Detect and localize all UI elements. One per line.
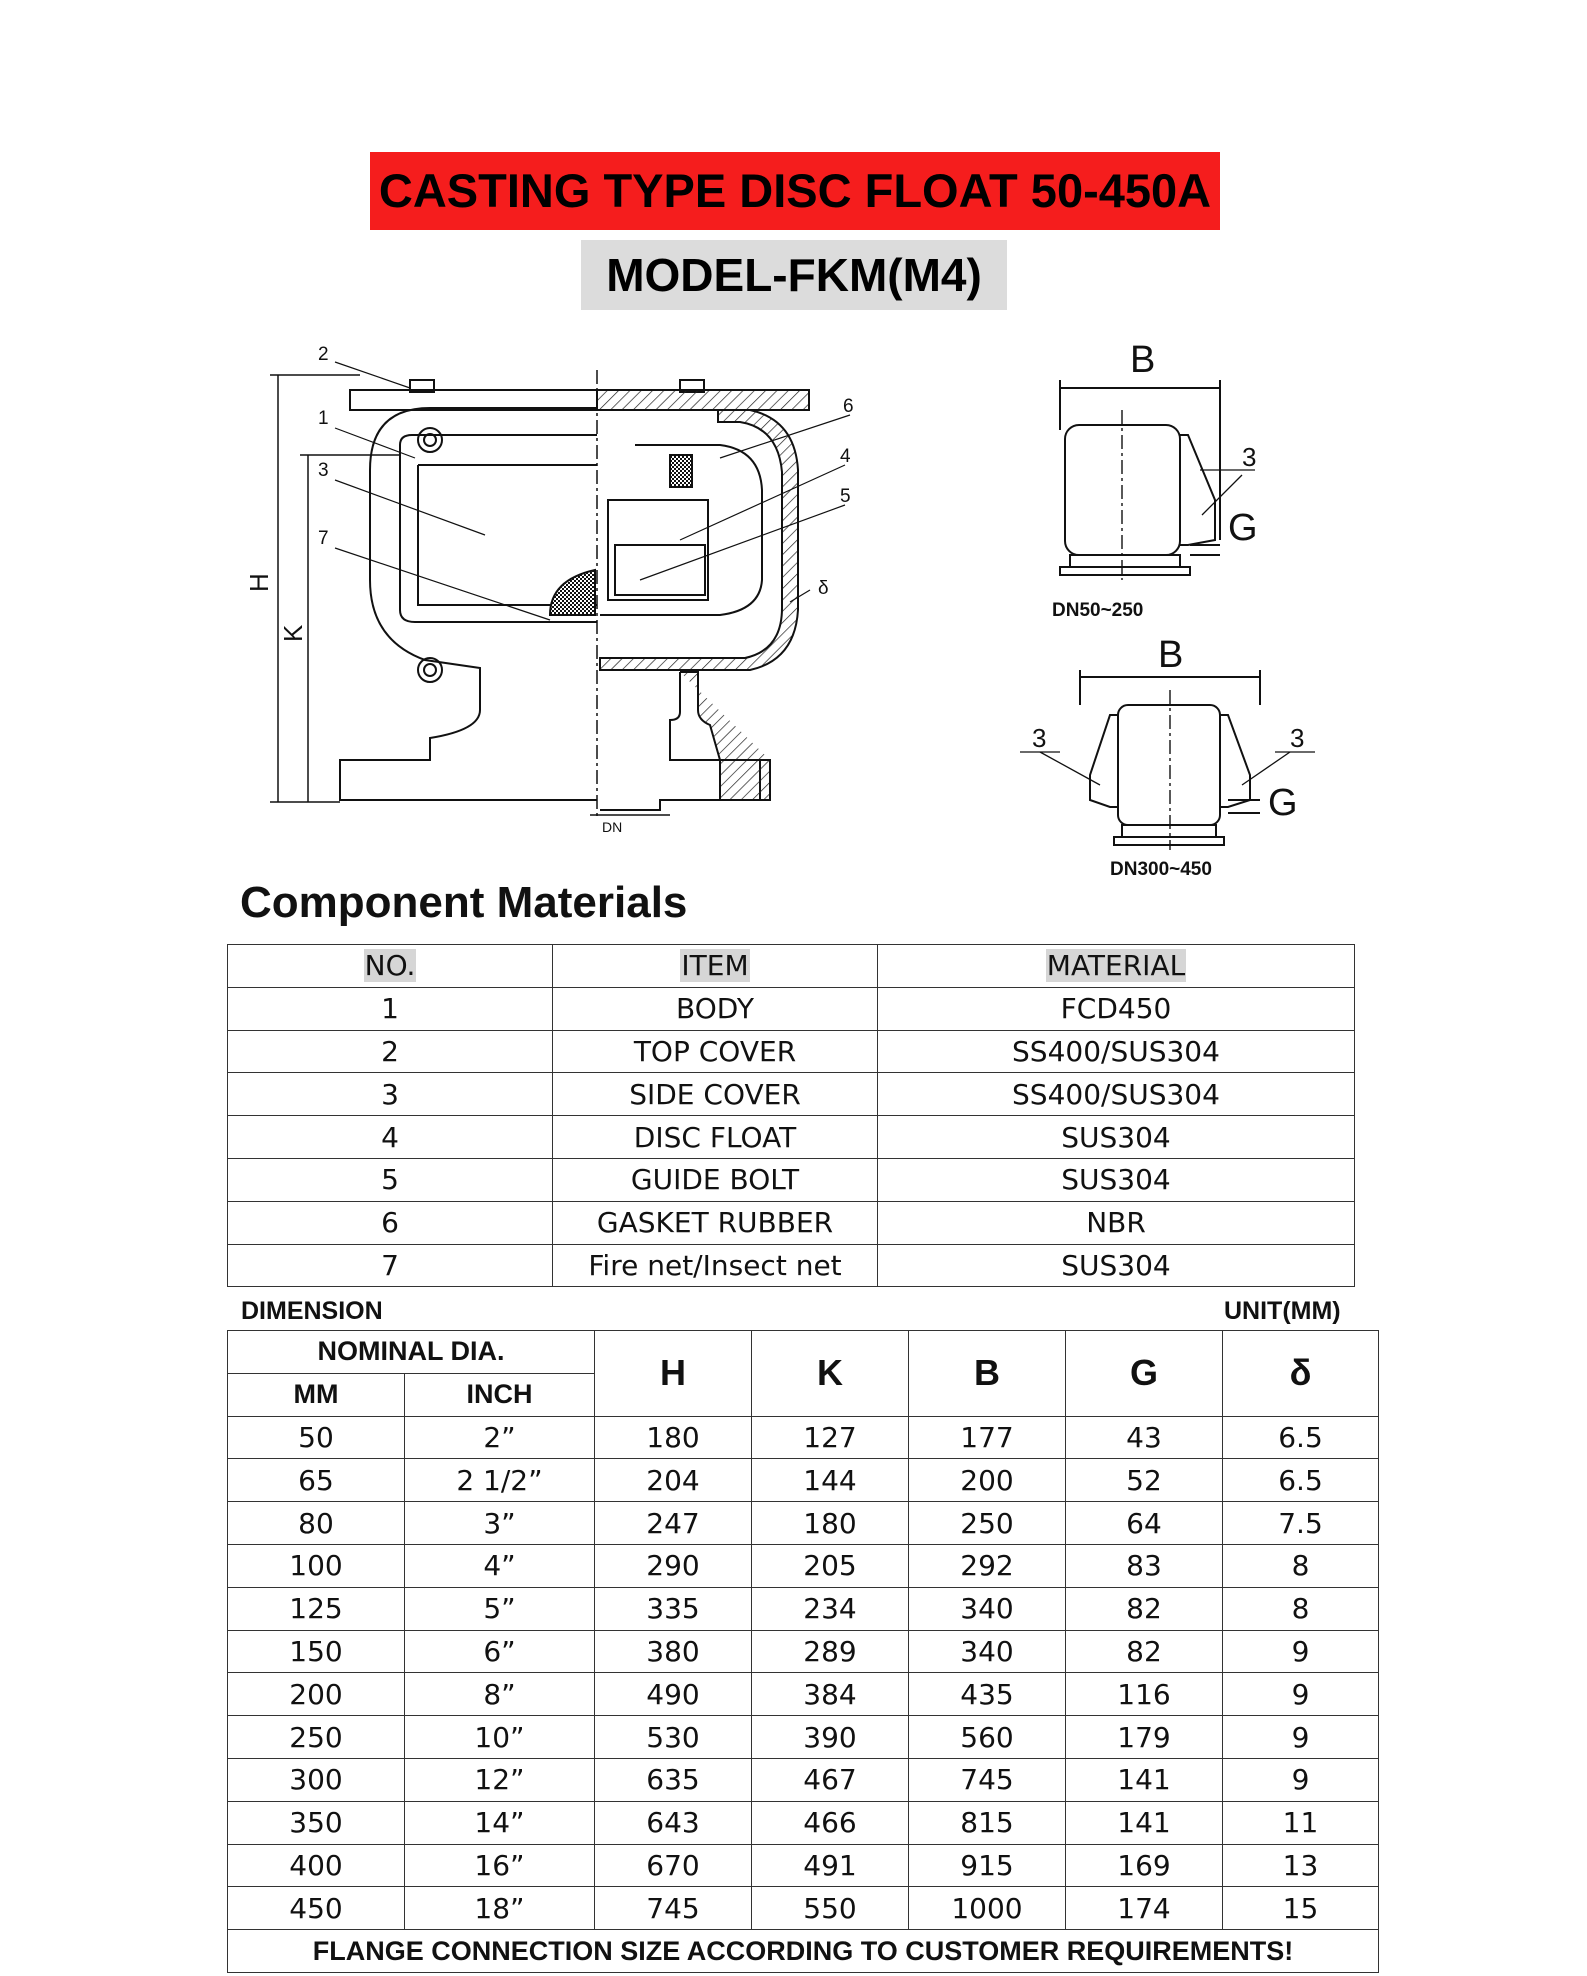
cell-mm: 100 — [228, 1544, 405, 1587]
cell-inch: 4” — [405, 1544, 595, 1587]
cell-k: 127 — [752, 1416, 909, 1459]
dim-h-label: H — [244, 573, 274, 592]
cell-b: 292 — [909, 1544, 1066, 1587]
callout-1: 1 — [318, 408, 329, 429]
cell-delta: 13 — [1223, 1844, 1379, 1887]
dim-b-label: B — [1130, 339, 1156, 381]
cell-g: 141 — [1066, 1758, 1223, 1801]
cell-material: FCD450 — [878, 987, 1355, 1030]
cell-no: 4 — [228, 1116, 553, 1159]
callout-5: 5 — [840, 486, 851, 507]
col-header-g: G — [1066, 1331, 1223, 1417]
table-row — [228, 1587, 1379, 1630]
unit-label: UNIT(MM) — [1224, 1297, 1341, 1325]
table-footer-row — [228, 1930, 1379, 1973]
cell-h: 745 — [595, 1887, 752, 1930]
cell-inch: 8” — [405, 1673, 595, 1716]
cell-k: 550 — [752, 1887, 909, 1930]
table-header-row — [228, 945, 1355, 988]
cell-k: 466 — [752, 1801, 909, 1844]
cell-k: 390 — [752, 1716, 909, 1759]
cell-b: 745 — [909, 1758, 1066, 1801]
cell-inch: 12” — [405, 1758, 595, 1801]
cell-material: SS400/SUS304 — [878, 1030, 1355, 1073]
cell-mm: 150 — [228, 1630, 405, 1673]
cell-k: 289 — [752, 1630, 909, 1673]
cell-g: 82 — [1066, 1630, 1223, 1673]
col-header-no: NO. — [364, 949, 416, 983]
table-row — [228, 1459, 1379, 1502]
materials-heading: Component Materials — [240, 878, 688, 927]
col-header-k: K — [752, 1331, 909, 1417]
dim-k-label: K — [278, 624, 308, 642]
cell-no: 7 — [228, 1244, 553, 1287]
cell-g: 52 — [1066, 1459, 1223, 1502]
cell-h: 380 — [595, 1630, 752, 1673]
cell-item: GUIDE BOLT — [553, 1158, 878, 1201]
cell-h: 530 — [595, 1716, 752, 1759]
cell-inch: 2” — [405, 1416, 595, 1459]
cell-delta: 6.5 — [1223, 1459, 1379, 1502]
cell-b: 177 — [909, 1416, 1066, 1459]
cell-k: 384 — [752, 1673, 909, 1716]
col-header-h: H — [595, 1331, 752, 1417]
main-section-drawing — [244, 340, 854, 840]
cell-no: 2 — [228, 1030, 553, 1073]
cell-b: 1000 — [909, 1887, 1066, 1930]
cell-material: SS400/SUS304 — [878, 1073, 1355, 1116]
cell-b: 560 — [909, 1716, 1066, 1759]
cell-h: 490 — [595, 1673, 752, 1716]
cell-delta: 15 — [1223, 1887, 1379, 1930]
table-row — [228, 987, 1355, 1030]
table-row — [228, 1116, 1355, 1159]
cell-h: 335 — [595, 1587, 752, 1630]
col-header-delta: δ — [1223, 1331, 1379, 1417]
cell-item: TOP COVER — [553, 1030, 878, 1073]
cell-delta: 8 — [1223, 1544, 1379, 1587]
cell-b: 815 — [909, 1801, 1066, 1844]
cell-k: 491 — [752, 1844, 909, 1887]
cell-k: 467 — [752, 1758, 909, 1801]
cell-delta: 9 — [1223, 1716, 1379, 1759]
side-view-small-drawing — [1030, 340, 1330, 630]
col-header-material: MATERIAL — [1046, 949, 1186, 983]
callout-6: 6 — [843, 396, 854, 417]
cell-h: 635 — [595, 1758, 752, 1801]
cell-no: 6 — [228, 1201, 553, 1244]
caption-dn50-250: DN50~250 — [1052, 600, 1144, 621]
cell-delta: 6.5 — [1223, 1416, 1379, 1459]
cell-h: 670 — [595, 1844, 752, 1887]
callout-3: 3 — [1242, 442, 1257, 472]
cell-material: NBR — [878, 1201, 1355, 1244]
table-row — [228, 1158, 1355, 1201]
dimension-label: DIMENSION — [241, 1297, 383, 1325]
cell-mm: 300 — [228, 1758, 405, 1801]
cell-delta: 7.5 — [1223, 1502, 1379, 1545]
cell-material: SUS304 — [878, 1116, 1355, 1159]
cell-inch: 5” — [405, 1587, 595, 1630]
cell-g: 141 — [1066, 1801, 1223, 1844]
cell-inch: 6” — [405, 1630, 595, 1673]
cell-h: 643 — [595, 1801, 752, 1844]
nominal-dia-header: NOMINAL DIA. — [228, 1331, 595, 1374]
table-row — [228, 1244, 1355, 1287]
cell-b: 200 — [909, 1459, 1066, 1502]
model-subtitle: MODEL-FKM(M4) — [581, 240, 1007, 310]
cell-mm: 125 — [228, 1587, 405, 1630]
callout-delta: δ — [818, 578, 829, 599]
cell-mm: 200 — [228, 1673, 405, 1716]
table-row — [228, 1030, 1355, 1073]
callout-7: 7 — [318, 528, 329, 549]
cell-item: SIDE COVER — [553, 1073, 878, 1116]
cell-material: SUS304 — [878, 1244, 1355, 1287]
dimension-table-body — [228, 1416, 1379, 1930]
callout-3: 3 — [318, 460, 329, 481]
materials-table — [227, 944, 1355, 1287]
table-row — [228, 1544, 1379, 1587]
cell-no: 1 — [228, 987, 553, 1030]
cell-mm: 65 — [228, 1459, 405, 1502]
cell-delta: 8 — [1223, 1587, 1379, 1630]
cell-mm: 400 — [228, 1844, 405, 1887]
cell-g: 43 — [1066, 1416, 1223, 1459]
table-row — [228, 1801, 1379, 1844]
cell-h: 180 — [595, 1416, 752, 1459]
cell-inch: 16” — [405, 1844, 595, 1887]
cell-g: 179 — [1066, 1716, 1223, 1759]
table-row — [228, 1416, 1379, 1459]
cell-inch: 18” — [405, 1887, 595, 1930]
col-header-item: ITEM — [681, 949, 749, 983]
dn-label: DN — [602, 819, 623, 835]
cell-mm: 80 — [228, 1502, 405, 1545]
cell-g: 83 — [1066, 1544, 1223, 1587]
callout-4: 4 — [840, 446, 851, 467]
dim-g-label: G — [1228, 507, 1258, 549]
cell-mm: 450 — [228, 1887, 405, 1930]
cell-inch: 3” — [405, 1502, 595, 1545]
cell-g: 64 — [1066, 1502, 1223, 1545]
cell-g: 82 — [1066, 1587, 1223, 1630]
dimension-table — [227, 1330, 1379, 1973]
cell-h: 247 — [595, 1502, 752, 1545]
table-header-row — [228, 1331, 1379, 1374]
cell-k: 144 — [752, 1459, 909, 1502]
cell-k: 205 — [752, 1544, 909, 1587]
cell-material: SUS304 — [878, 1158, 1355, 1201]
cell-no: 5 — [228, 1158, 553, 1201]
cell-h: 290 — [595, 1544, 752, 1587]
table-row — [228, 1502, 1379, 1545]
callout-3-left: 3 — [1032, 723, 1047, 753]
table-row — [228, 1887, 1379, 1930]
dim-b-label: B — [1158, 634, 1184, 676]
cell-inch: 2 1/2” — [405, 1459, 595, 1502]
cell-delta: 9 — [1223, 1758, 1379, 1801]
table-row — [228, 1758, 1379, 1801]
cell-b: 435 — [909, 1673, 1066, 1716]
cell-delta: 11 — [1223, 1801, 1379, 1844]
page-title: CASTING TYPE DISC FLOAT 50-450A — [370, 152, 1220, 230]
cell-item: BODY — [553, 987, 878, 1030]
cell-mm: 350 — [228, 1801, 405, 1844]
cell-delta: 9 — [1223, 1630, 1379, 1673]
side-view-large-drawing — [1010, 635, 1330, 885]
cell-b: 250 — [909, 1502, 1066, 1545]
cell-no: 3 — [228, 1073, 553, 1116]
dim-g-label: G — [1268, 782, 1298, 824]
cell-delta: 9 — [1223, 1673, 1379, 1716]
cell-g: 174 — [1066, 1887, 1223, 1930]
callout-3-right: 3 — [1290, 723, 1305, 753]
cell-inch: 14” — [405, 1801, 595, 1844]
col-header-b: B — [909, 1331, 1066, 1417]
table-row — [228, 1844, 1379, 1887]
cell-item: GASKET RUBBER — [553, 1201, 878, 1244]
cell-inch: 10” — [405, 1716, 595, 1759]
cell-g: 116 — [1066, 1673, 1223, 1716]
cell-mm: 50 — [228, 1416, 405, 1459]
cell-h: 204 — [595, 1459, 752, 1502]
cell-g: 169 — [1066, 1844, 1223, 1887]
cell-b: 340 — [909, 1587, 1066, 1630]
cell-item: Fire net/Insect net — [553, 1244, 878, 1287]
cell-b: 915 — [909, 1844, 1066, 1887]
cell-b: 340 — [909, 1630, 1066, 1673]
caption-dn300-450: DN300~450 — [1110, 859, 1212, 880]
table-row — [228, 1673, 1379, 1716]
callout-2: 2 — [318, 344, 329, 365]
cell-k: 180 — [752, 1502, 909, 1545]
table-row — [228, 1201, 1355, 1244]
col-header-inch: INCH — [405, 1373, 595, 1416]
table-row — [228, 1630, 1379, 1673]
cell-item: DISC FLOAT — [553, 1116, 878, 1159]
col-header-mm: MM — [228, 1373, 405, 1416]
table-row — [228, 1073, 1355, 1116]
table-row — [228, 1716, 1379, 1759]
cell-k: 234 — [752, 1587, 909, 1630]
flange-note: FLANGE CONNECTION SIZE ACCORDING TO CUSTOMER REQUIREMENTS! — [228, 1930, 1379, 1973]
cell-mm: 250 — [228, 1716, 405, 1759]
